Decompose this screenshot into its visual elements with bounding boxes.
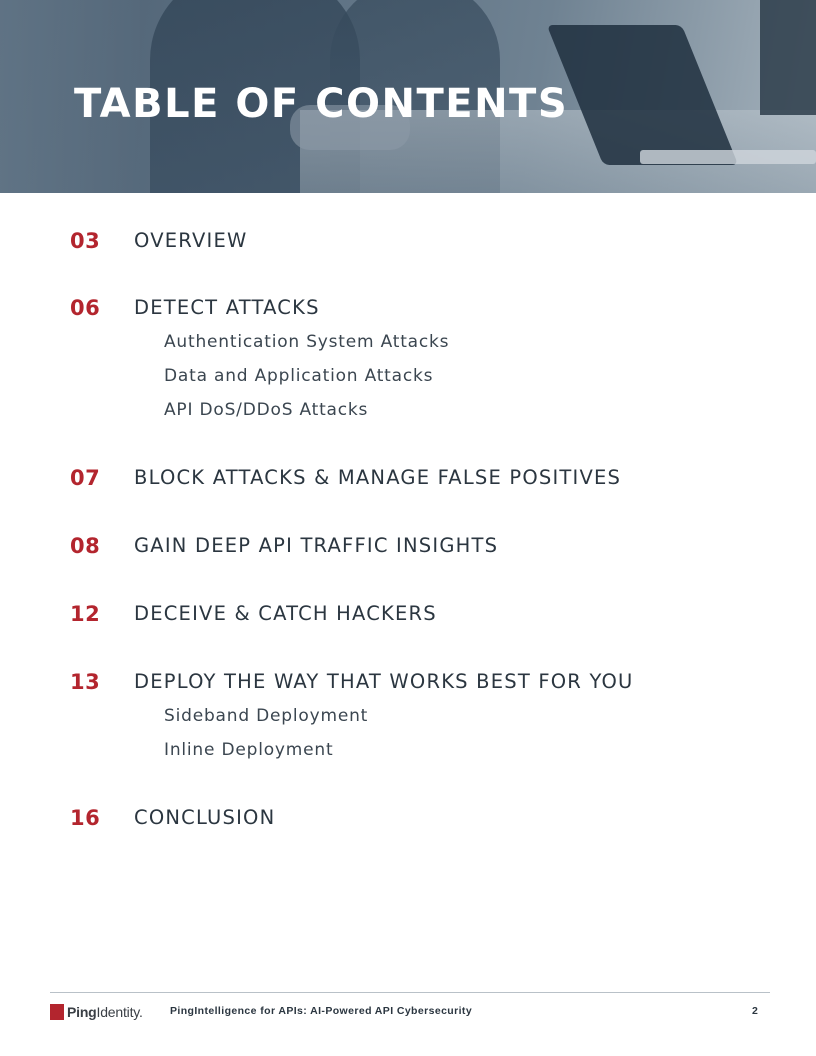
logo-square-icon: [50, 1004, 64, 1020]
toc-heading: GAIN DEEP API TRAFFIC INSIGHTS: [134, 534, 499, 557]
toc-heading: OVERVIEW: [134, 229, 248, 252]
logo-wordmark: [67, 1004, 143, 1020]
header-banner: [0, 0, 816, 193]
toc-subheading[interactable]: Authentication System Attacks: [164, 332, 450, 352]
toc-subheading[interactable]: API DoS/DDoS Attacks: [164, 400, 369, 420]
footer-divider: [50, 992, 770, 993]
toc-page-number: 06: [70, 296, 101, 320]
toc-page-number: 03: [70, 229, 101, 253]
logo-wordmark-bold: Ping: [67, 1004, 97, 1020]
toc-heading: CONCLUSION: [134, 806, 276, 829]
toc-subheading[interactable]: Inline Deployment: [164, 740, 334, 760]
footer-page-number: 2: [752, 1005, 758, 1017]
toc-heading: DEPLOY THE WAY THAT WORKS BEST FOR YOU: [134, 670, 634, 693]
toc-heading: BLOCK ATTACKS & MANAGE FALSE POSITIVES: [134, 466, 622, 489]
toc-subheading[interactable]: Data and Application Attacks: [164, 366, 434, 386]
banner-photo-shape: [760, 0, 816, 115]
toc-heading: DETECT ATTACKS: [134, 296, 320, 319]
page-title: TABLE OF CONTENTS: [74, 81, 569, 127]
logo-wordmark-light: Identity.: [96, 1004, 143, 1020]
laptop-base-shape: [640, 150, 816, 164]
toc-subheading[interactable]: Sideband Deployment: [164, 706, 369, 726]
toc-page-number: 16: [70, 806, 101, 830]
toc-heading: DECEIVE & CATCH HACKERS: [134, 602, 437, 625]
toc-page-number: 12: [70, 602, 101, 626]
toc-page-number: 13: [70, 670, 101, 694]
ping-identity-logo: [50, 1003, 143, 1021]
footer-document-title: PingIntelligence for APIs: AI-Powered API Cybersecurity: [170, 1005, 473, 1017]
toc-page-number: 08: [70, 534, 101, 558]
toc-page-number: 07: [70, 466, 101, 490]
